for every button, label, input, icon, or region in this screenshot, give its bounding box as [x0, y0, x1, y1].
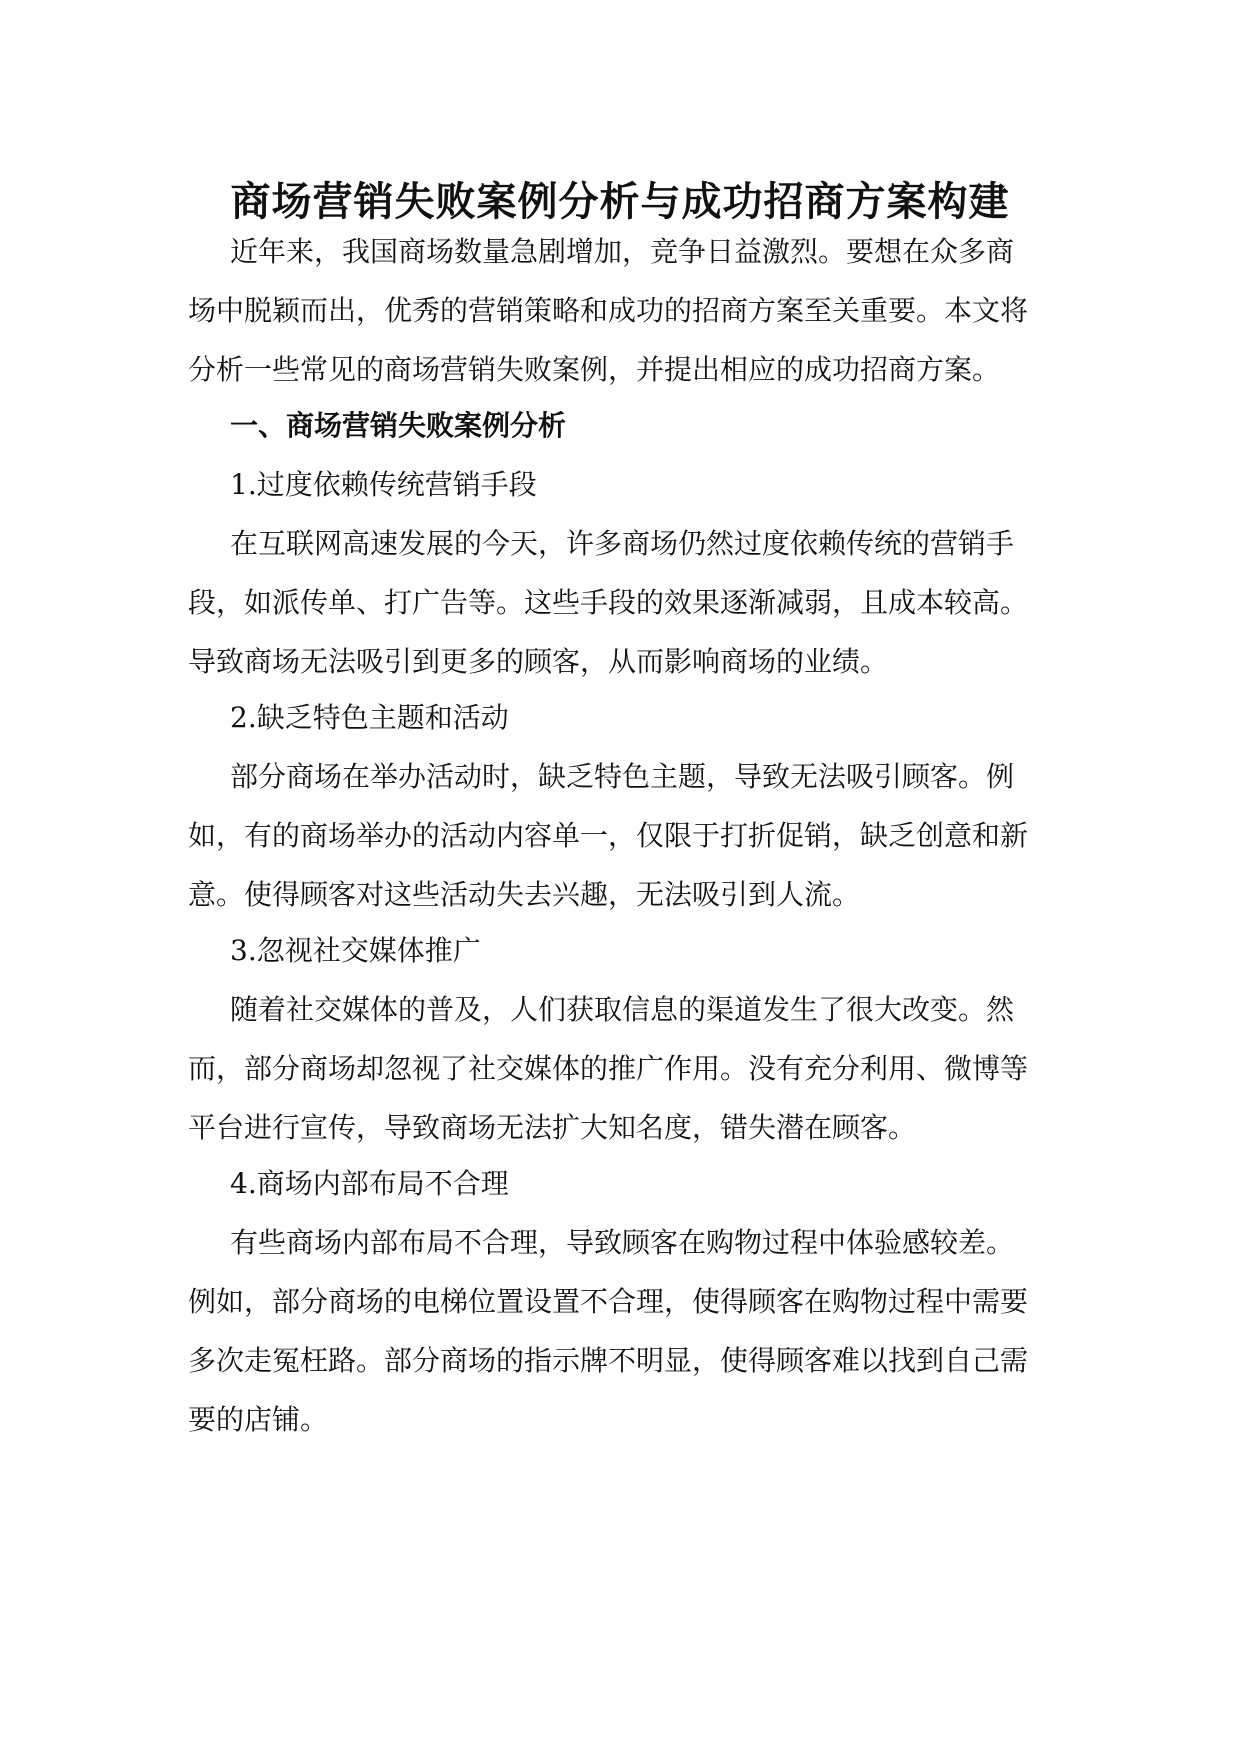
section-heading: 一、商场营销失败案例分析 — [230, 409, 567, 442]
paragraph-line: 而，部分商场却忽视了社交媒体的推广作用。没有充分利用、微博等 — [188, 1052, 1029, 1085]
paragraph-line: 要的店铺。 — [188, 1403, 329, 1436]
paragraph-line: 意。使得顾客对这些活动失去兴趣，无法吸引到人流。 — [188, 878, 861, 911]
item-heading: 4.商场内部布局不合理 — [230, 1167, 509, 1200]
item-paragraph — [188, 1213, 1056, 1449]
paragraph-line: 有些商场内部布局不合理，导致顾客在购物过程中体验感较差。 — [230, 1226, 1015, 1259]
item-heading: 3.忽视社交媒体推广 — [230, 934, 481, 967]
paragraph-line: 多次走冤枉路。部分商场的指示牌不明显，使得顾客难以找到自己需 — [188, 1344, 1029, 1377]
intro-paragraph — [188, 222, 1056, 399]
intro-line: 近年来，我国商场数量急剧增加，竞争日益激烈。要想在众多商 — [230, 235, 1015, 268]
item-paragraph — [188, 514, 1056, 691]
paragraph-line: 部分商场在举办活动时，缺乏特色主题，导致无法吸引顾客。例 — [230, 760, 1015, 793]
item-heading: 2.缺乏特色主题和活动 — [230, 701, 509, 734]
paragraph-line: 如，有的商场举办的活动内容单一，仅限于打折促销，缺乏创意和新 — [188, 819, 1029, 852]
item-paragraph — [188, 747, 1056, 924]
document-title: 商场营销失败案例分析与成功招商方案构建 — [230, 179, 1010, 225]
paragraph-line: 段，如派传单、打广告等。这些手段的效果逐渐减弱，且成本较高。 — [188, 586, 1029, 619]
item-heading: 1.过度依赖传统营销手段 — [230, 468, 537, 501]
item-paragraph — [188, 980, 1056, 1157]
intro-line: 场中脱颖而出，优秀的营销策略和成功的招商方案至关重要。本文将 — [188, 294, 1029, 327]
paragraph-line: 例如，部分商场的电梯位置设置不合理，使得顾客在购物过程中需要 — [188, 1285, 1029, 1318]
paragraph-line: 导致商场无法吸引到更多的顾客，从而影响商场的业绩。 — [188, 645, 889, 678]
intro-line: 分析一些常见的商场营销失败案例，并提出相应的成功招商方案。 — [188, 353, 1001, 386]
paragraph-line: 平台进行宣传，导致商场无法扩大知名度，错失潜在顾客。 — [188, 1111, 917, 1144]
paragraph-line: 在互联网高速发展的今天，许多商场仍然过度依赖传统的营销手 — [230, 527, 1015, 560]
paragraph-line: 随着社交媒体的普及，人们获取信息的渠道发生了很大改变。然 — [230, 993, 1015, 1026]
